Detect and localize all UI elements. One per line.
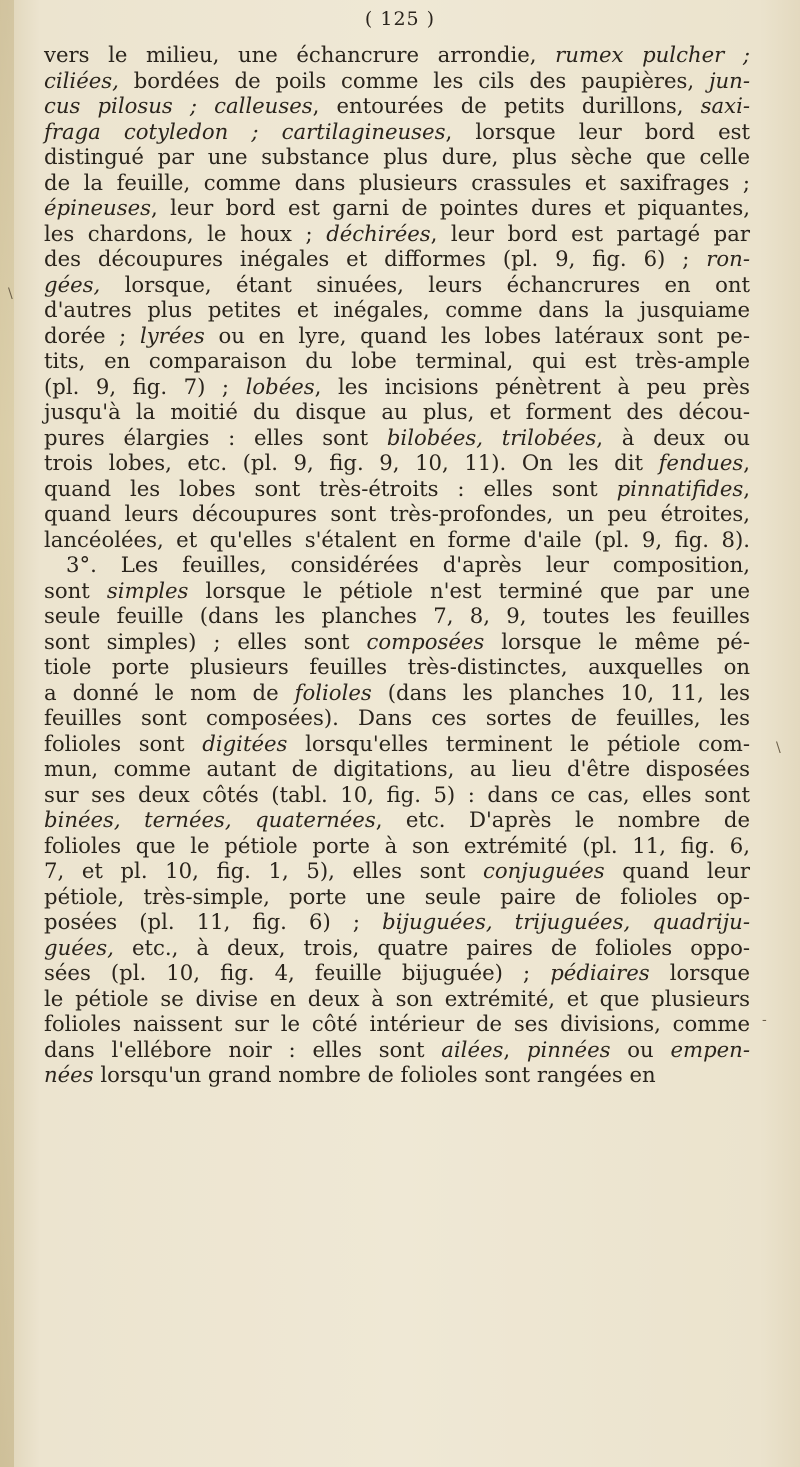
text-run: , les incisions pénètrent à peu près bbox=[314, 373, 750, 399]
text-run: seule feuille (dans les planches 7, 8, 9, toutes les feuilles bbox=[44, 603, 750, 628]
text-run: sées (pl. 10, fig. 4, feuille bijuguée) ; bbox=[44, 960, 551, 985]
text-run: des découpures inégales et difformes (pl. 9, fig. 6) ; bbox=[44, 246, 707, 271]
text-line bbox=[44, 399, 750, 425]
text-line bbox=[44, 170, 750, 196]
text-line bbox=[44, 782, 750, 808]
text-run: distingué par une substance plus dure, plus sèche que celle bbox=[44, 144, 750, 169]
text-line bbox=[44, 68, 750, 94]
text-line bbox=[44, 807, 750, 833]
italic-term: binées, ternées, quaternées bbox=[44, 807, 376, 832]
italic-term: digitées bbox=[202, 730, 288, 756]
text-run: sont bbox=[44, 577, 107, 603]
italic-term: épineuses bbox=[44, 195, 151, 220]
text-run: d'autres plus petites et inégales, comme dans la jusquiame bbox=[44, 297, 750, 322]
text-line bbox=[44, 1062, 750, 1088]
margin-mark: \ bbox=[776, 740, 781, 756]
margin-mark: - bbox=[762, 1012, 767, 1028]
italic-term: empen- bbox=[670, 1036, 750, 1062]
page-number: ( 125 ) bbox=[364, 8, 436, 30]
text-run: quand les lobes sont très-étroits : elles sont bbox=[44, 475, 617, 501]
text-run: 7, et pl. 10, fig. 1, 5), elles sont bbox=[44, 858, 483, 883]
text-line bbox=[44, 705, 750, 731]
text-line bbox=[44, 909, 750, 935]
text-line bbox=[44, 654, 750, 680]
italic-term: rumex pulcher ; bbox=[555, 42, 750, 67]
text-run: de la feuille, comme dans plusieurs crassules et saxifrages ; bbox=[44, 169, 750, 195]
text-run: dorée ; bbox=[44, 322, 140, 348]
text-line bbox=[44, 629, 750, 655]
text-run: mun, comme autant de digitations, au lieu d'être disposées bbox=[44, 756, 750, 781]
text-line bbox=[44, 552, 750, 578]
text-line bbox=[44, 858, 750, 884]
text-run: lancéolées, et qu'elles s'étalent en forme d'aile (pl. 9, fig. 8). bbox=[44, 526, 750, 552]
text-run: sur ses deux côtés (tabl. 10, fig. 5) : dans ce cas, elles sont bbox=[44, 781, 750, 807]
text-line bbox=[44, 42, 750, 68]
text-run: , bbox=[743, 450, 750, 475]
text-run: lorsque, étant sinuées, leurs échancrures en ont bbox=[100, 271, 750, 297]
text-run: posées (pl. 11, fig. 6) ; bbox=[44, 909, 383, 934]
italic-term: cus pilosus ; calleuses bbox=[44, 93, 313, 118]
italic-term: simples bbox=[106, 577, 189, 603]
text-run: 3°. Les feuilles, considérées d'après leur composition, bbox=[66, 552, 750, 577]
italic-term: ron- bbox=[706, 246, 750, 271]
text-run: , leur bord est garni de pointes dures et piquantes, bbox=[151, 195, 750, 220]
text-run: (pl. 9, fig. 7) ; bbox=[44, 373, 246, 399]
text-run: (dans les planches 10, 11, les bbox=[371, 679, 750, 705]
text-run: ou bbox=[610, 1036, 671, 1062]
italic-term: fraga cotyledon ; cartilagineuses bbox=[44, 118, 446, 144]
text-run: sont simples) ; elles sont bbox=[44, 628, 367, 654]
text-line bbox=[44, 450, 750, 476]
body-text bbox=[44, 42, 750, 1088]
text-run: jusqu'à la moitié du disque au plus, et forment des décou- bbox=[44, 399, 750, 424]
text-line bbox=[44, 348, 750, 374]
text-run: lorsqu'elles terminent le pétiole com- bbox=[287, 730, 750, 756]
margin-mark: \ bbox=[8, 286, 13, 302]
text-run: folioles sont bbox=[44, 730, 203, 756]
text-line bbox=[44, 833, 750, 859]
text-line bbox=[44, 960, 750, 986]
text-run: , bbox=[743, 475, 750, 501]
italic-term: lobées bbox=[245, 373, 315, 399]
text-line bbox=[44, 731, 750, 757]
text-run: , bbox=[503, 1036, 527, 1062]
text-line bbox=[44, 986, 750, 1012]
text-line bbox=[44, 501, 750, 527]
italic-term: bilobées, trilobées bbox=[386, 424, 597, 450]
text-run: ou en lyre, quand les lobes latéraux sont pe- bbox=[204, 322, 750, 348]
text-run: , leur bord est partagé par bbox=[430, 220, 750, 246]
text-line bbox=[44, 680, 750, 706]
text-line bbox=[44, 756, 750, 782]
text-line bbox=[44, 884, 750, 910]
text-run: pures élargies : elles sont bbox=[44, 424, 387, 450]
text-line bbox=[44, 144, 750, 170]
italic-term: folioles bbox=[294, 679, 372, 705]
text-line bbox=[44, 93, 750, 119]
text-line bbox=[44, 527, 750, 553]
italic-term: gées, bbox=[44, 271, 101, 297]
text-line bbox=[44, 1011, 750, 1037]
text-run: pétiole, très-simple, porte une seule paire de folioles op- bbox=[44, 883, 750, 909]
page-edge-stain bbox=[0, 0, 14, 1467]
text-line bbox=[44, 476, 750, 502]
text-run: folioles que le pétiole porte à son extrémité (pl. 11, fig. 6, bbox=[44, 832, 750, 858]
italic-term: bijuguées, trijuguées, quadriju- bbox=[382, 909, 750, 934]
text-run: , à deux ou bbox=[596, 424, 750, 450]
italic-term: guées, bbox=[44, 934, 114, 960]
text-run: a donné le nom de bbox=[44, 679, 295, 705]
text-run: lorsque le même pé- bbox=[484, 628, 750, 654]
text-line bbox=[44, 195, 750, 221]
text-run: bordées de poils comme les cils des paupières, bbox=[118, 67, 709, 93]
text-line bbox=[44, 119, 750, 145]
text-run: quand leur bbox=[604, 858, 751, 883]
italic-term: pinnatifides bbox=[616, 475, 744, 501]
text-run: les chardons, le houx ; bbox=[44, 220, 327, 246]
text-run: trois lobes, etc. (pl. 9, fig. 9, 10, 11). On les dit bbox=[44, 450, 659, 475]
text-line bbox=[44, 323, 750, 349]
text-run: le pétiole se divise en deux à son extrémité, et que plusieurs bbox=[44, 985, 750, 1011]
text-run: feuilles sont composées). Dans ces sortes de feuilles, les bbox=[44, 705, 750, 730]
italic-term: nées bbox=[44, 1062, 94, 1087]
italic-term: jun- bbox=[708, 67, 750, 93]
text-run: , entourées de petits durillons, bbox=[312, 93, 701, 118]
text-run: folioles naissent sur le côté intérieur de ses divisions, comme bbox=[44, 1011, 750, 1036]
text-run: tits, en comparaison du lobe terminal, qui est très-ample bbox=[44, 348, 750, 373]
text-run: lorsque bbox=[649, 960, 750, 985]
text-run: , etc. D'après le nombre de bbox=[375, 807, 751, 832]
italic-term: saxi- bbox=[700, 93, 750, 118]
text-line bbox=[44, 578, 750, 604]
text-line bbox=[44, 221, 750, 247]
italic-term: pédiaires bbox=[550, 960, 650, 985]
text-line bbox=[44, 425, 750, 451]
text-run: tiole porte plusieurs feuilles très-distinctes, auxquelles on bbox=[44, 654, 750, 679]
text-line bbox=[44, 374, 750, 400]
italic-term: fendues bbox=[658, 450, 744, 475]
text-run: etc., à deux, trois, quatre paires de folioles oppo- bbox=[113, 934, 750, 960]
italic-term: conjuguées bbox=[482, 858, 605, 883]
italic-term: déchirées bbox=[326, 220, 431, 246]
italic-term: ailées bbox=[441, 1036, 504, 1062]
text-line bbox=[44, 603, 750, 629]
text-run: dans l'ellébore noir : elles sont bbox=[44, 1036, 442, 1062]
text-line bbox=[44, 935, 750, 961]
italic-term: lyrées bbox=[139, 322, 205, 348]
text-run: quand leurs découpures sont très-profondes, un peu étroites, bbox=[44, 501, 750, 526]
text-line bbox=[44, 297, 750, 323]
text-run: , lorsque leur bord est bbox=[445, 118, 750, 144]
italic-term: composées bbox=[366, 628, 485, 654]
text-run: lorsqu'un grand nombre de folioles sont rangées en bbox=[93, 1062, 656, 1087]
italic-term: ciliées, bbox=[44, 67, 119, 93]
text-run: vers le milieu, une échancrure arrondie, bbox=[44, 42, 556, 67]
text-line bbox=[44, 246, 750, 272]
text-run: lorsque le pétiole n'est terminé que par une bbox=[188, 577, 751, 603]
text-line bbox=[44, 272, 750, 298]
italic-term: pinnées bbox=[526, 1036, 611, 1062]
text-line bbox=[44, 1037, 750, 1063]
